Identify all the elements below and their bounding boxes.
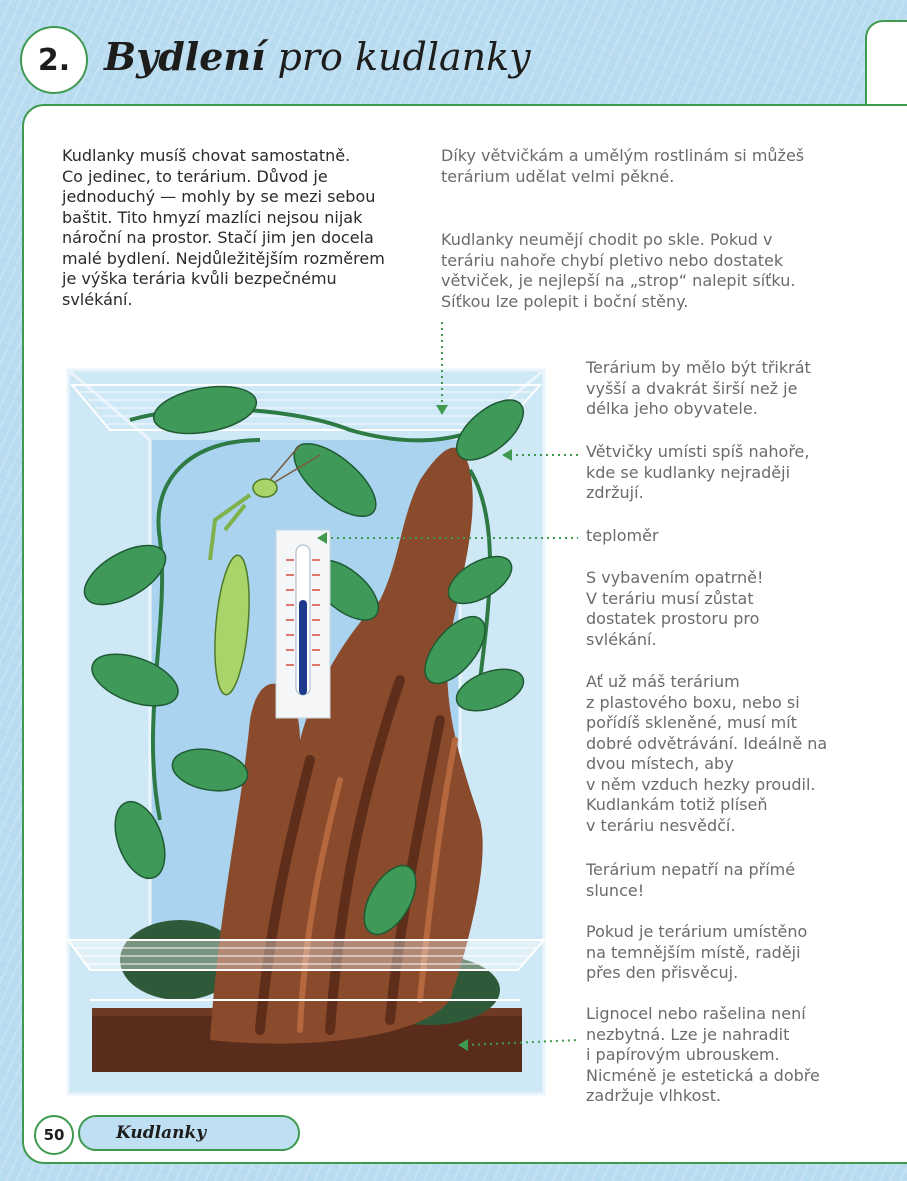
intro-line: Kudlanky musíš chovat samostatně. xyxy=(62,146,351,165)
intro-line: baštit. Tito hmyzí mazlíci nejsou nijak xyxy=(62,207,363,227)
annotation-line: zadržuje vlhkost. xyxy=(586,1086,722,1105)
annotation-line: kde se kudlanky nejraději xyxy=(586,462,791,482)
annotation-line: z plastového boxu, nebo si xyxy=(586,692,800,712)
annotation-line: délka jeho obyvatele. xyxy=(586,399,758,418)
annotation-line: na temnějším místě, raději xyxy=(586,942,801,962)
note-line: Díky větvičkám a umělým rostlinám si můžeš xyxy=(441,146,805,165)
annotation-line: Nicméně je estetická a dobře xyxy=(586,1065,820,1085)
annotation-line: dostatek prostoru pro xyxy=(586,609,760,628)
annotation-line: Ať už máš terárium xyxy=(586,672,740,691)
annotation-line: Terárium by mělo být třikrát xyxy=(586,358,811,377)
intro-line: malé bydlení. Nejdůležitějším rozměrem xyxy=(62,248,385,268)
annotation-line: Větvičky umísti spíš nahoře, xyxy=(586,442,810,461)
intro-line: Co jedinec, to terárium. Důvod je xyxy=(62,166,328,186)
annotation-line: nezbytná. Lze je nahradit xyxy=(586,1024,790,1044)
annotation-line: svlékání. xyxy=(586,629,657,649)
intro-line: je výška terária kvůli bezpečnému xyxy=(62,269,337,288)
annotation-line: přes den přisvěcuj. xyxy=(586,963,739,982)
annotation-line: slunce! xyxy=(586,880,645,900)
intro-line: nároční na prostor. Stačí jim jen docela xyxy=(62,228,374,247)
chapter-number-badge: 2. xyxy=(20,26,88,94)
annotation-line: Pokud je terárium umístěno xyxy=(586,922,808,941)
annotation-line: dvou místech, aby xyxy=(586,754,734,773)
bottom-mesh xyxy=(68,940,544,970)
section-label-pill xyxy=(78,1115,300,1151)
note-line: teráriu nahoře chybí pletivo nebo dostatek xyxy=(441,250,784,270)
annotation-line: Lignocel nebo rašelina není xyxy=(586,1004,806,1023)
annotation-line: dobré odvětrávání. Ideálně na xyxy=(586,733,828,753)
annotation-line: pořídíš skleněné, musí mít xyxy=(586,713,797,732)
mantis-head xyxy=(253,479,277,497)
annotation-line: S vybavením opatrně! xyxy=(586,568,764,587)
intro-line: jednoduchý — mohly by se mezi sebou xyxy=(62,187,376,206)
page-number: 50 xyxy=(34,1115,74,1155)
annotation-line: vyšší a dvakrát širší než je xyxy=(586,378,798,398)
title-bold: Bydlení xyxy=(104,34,266,79)
annotation-line: V teráriu musí zůstat xyxy=(586,588,754,608)
thermometer-mercury xyxy=(299,600,307,695)
annotation-line: zdržují. xyxy=(586,483,644,502)
annotation-line: v něm vzduch hezky proudil. xyxy=(586,774,816,794)
title-regular: pro kudlanky xyxy=(277,35,531,79)
annotation-line: i papírovým ubrouskem. xyxy=(586,1045,780,1064)
note-line: Síťkou lze polepit i boční stěny. xyxy=(441,291,689,311)
note-line: Kudlanky neumějí chodit po skle. Pokud v xyxy=(441,230,773,249)
annotation-line: teploměr xyxy=(586,526,659,545)
annotation-line: Terárium nepatří na přímé xyxy=(586,860,796,879)
note-line: terárium udělat velmi pěkné. xyxy=(441,166,675,186)
annotation-line: Kudlankám totiž plíseň xyxy=(586,795,768,814)
intro-line: svlékání. xyxy=(62,289,133,309)
note-line: větviček, je nejlepší na „strop“ nalepit síťku. xyxy=(441,271,796,290)
annotation-line: v teráriu nesvědčí. xyxy=(586,815,736,835)
section-label: Kudlanky xyxy=(116,1123,207,1143)
